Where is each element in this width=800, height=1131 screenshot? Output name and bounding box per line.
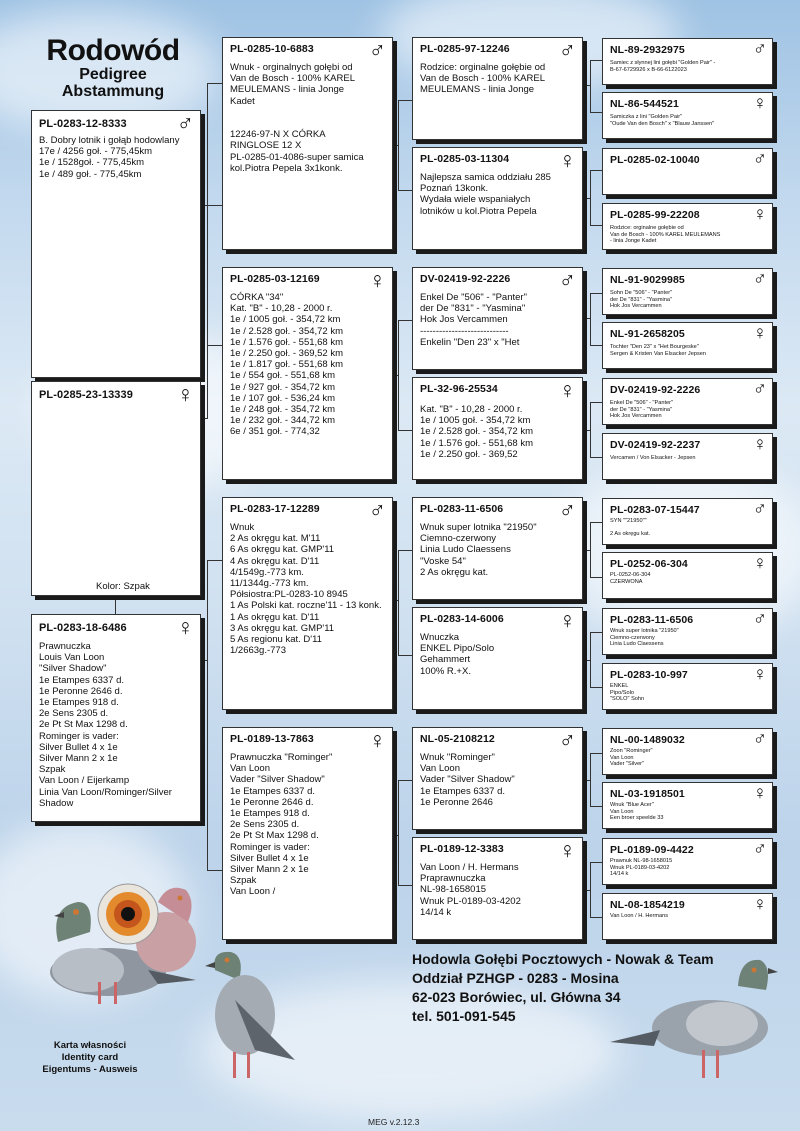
grandparent-description: Rodzice: orginalne gołębie od Van de Bosch - 100% KAREL MEULEMANS - linia Jonge	[420, 62, 546, 96]
great-grandparent-box	[602, 378, 773, 425]
great-grandparent-ring-number: DV-02419-92-2226	[610, 384, 701, 396]
connector	[590, 862, 602, 863]
female-icon: ♀	[368, 267, 386, 293]
male-icon: ♂	[752, 499, 767, 520]
parent-description: Wnuk - orginalnych gołębi od Van de Bosch - 100% KAREL MEULEMANS - linia Jonge Kadet 12246-97-N X CÓRKA RINGLOSE 12 X PL-0285-01-4086-super samica kol.Piotra Pepela 3x1konk.	[230, 62, 364, 174]
great-grandparent-ring-number: NL-08-1854219	[610, 899, 685, 911]
connector	[590, 687, 602, 688]
connector	[392, 375, 399, 376]
grandparent-box	[412, 837, 583, 940]
connector	[590, 522, 602, 523]
great-grandparent-description: ENKEL Pipo/Solo "SOLO" Sohn	[610, 683, 645, 703]
female-icon: ♀	[752, 323, 767, 344]
grandparent-ring-number: PL-0285-97-12246	[420, 43, 510, 55]
male-icon: ♂	[752, 729, 767, 750]
connector	[200, 205, 222, 206]
parent-box	[222, 727, 393, 940]
sibling-pigeon-box	[31, 381, 201, 596]
female-icon: ♀	[752, 434, 767, 455]
connector	[590, 293, 591, 345]
breeder-address: 62-023 Borówiec, ul. Główna 34	[412, 989, 621, 1005]
great-grandparent-description: Vercamen / Von Elsacker - Jepsen	[610, 455, 696, 461]
connector	[398, 430, 412, 431]
great-grandparent-box	[602, 268, 773, 315]
connector	[392, 600, 399, 601]
pigeon-right-illustration	[610, 950, 780, 1100]
connector	[398, 190, 412, 191]
connector	[207, 83, 222, 84]
connector	[207, 560, 222, 561]
grandparent-ring-number: PL-32-96-25534	[420, 383, 498, 395]
male-icon: ♂	[752, 269, 767, 290]
subject-pigeon-box	[31, 110, 201, 378]
male-icon: ♂	[368, 37, 386, 63]
grandparent-ring-number: DV-02419-92-2226	[420, 273, 511, 285]
parent-box	[222, 497, 393, 710]
great-grandparent-ring-number: PL-0283-10-997	[610, 669, 688, 681]
great-grandparent-box	[602, 893, 773, 940]
connector	[207, 870, 222, 871]
version-label: MEG v.2.12.3	[368, 1117, 420, 1127]
connector	[583, 198, 591, 199]
grandparent-description: Wnuk super lotnika "21950" Ciemno-czerwony Linia Ludo Claessens "Voske 54" 2 As okręgu kat.	[420, 522, 537, 578]
great-grandparent-box	[602, 148, 773, 195]
great-grandparent-ring-number: NL-91-2658205	[610, 328, 685, 340]
parent-ring-number: PL-0285-03-12169	[230, 273, 320, 285]
female-icon: ♀	[752, 783, 767, 804]
parent-ring-number: PL-0285-10-6883	[230, 43, 314, 55]
connector	[207, 83, 208, 418]
connector	[583, 550, 591, 551]
sibling-ring-number: PL-0285-23-13339	[39, 389, 133, 401]
great-grandparent-description: Wnuk "Blue Acer" Van Loon Een broer speelde 33	[610, 802, 664, 822]
great-grandparent-description: Prawnuk NL-98-1658015 Wnuk PL-0189-03-4202 14/14 k	[610, 858, 673, 878]
female-icon: ♀	[368, 727, 386, 753]
great-grandparent-description: PL-0252-06-304 CZERWONA	[610, 572, 651, 585]
grandparent-box	[412, 377, 583, 480]
third-description: Prawnuczka Louis Van Loon "Silver Shadow" 1e Etampes 6337 d. 1e Peronne 2646 d. 1e Etampes 918 d. 2e Sens 2305 d. 2e Pt St Max 1298 d. Rominger is vader: Silver Bullet 4 x 1e Silver Mann 2 x 1e Szpak Van Loon / Eijerkamp Linia Van Loon/Rominger/Silver Shadow	[39, 641, 172, 809]
female-icon: ♀	[752, 664, 767, 685]
great-grandparent-box	[602, 498, 773, 545]
grandparent-ring-number: PL-0189-12-3383	[420, 843, 504, 855]
great-grandparent-ring-number: PL-0283-07-15447	[610, 504, 700, 516]
parent-box	[222, 267, 393, 480]
parent-description: Prawnuczka "Rominger" Van Loon Vader "Silver Shadow" 1e Etampes 6337 d. 1e Peronne 2646 d. 1e Etampes 918 d. 2e Sens 2305 d. 2e Pt St Max 1298 d. Rominger is vader: Silver Bullet 4 x 1e Silver Mann 2 x 1e Szpak Van Loon /	[230, 752, 333, 898]
male-icon: ♂	[752, 379, 767, 400]
connector	[392, 835, 399, 836]
great-grandparent-box	[602, 433, 773, 480]
grandparent-box	[412, 607, 583, 710]
great-grandparent-ring-number: NL-03-1918501	[610, 788, 685, 800]
connector	[583, 318, 591, 319]
connector	[583, 85, 591, 86]
title-line2: Pedigree	[79, 66, 147, 83]
connector	[398, 780, 399, 885]
great-grandparent-description: Wnuk super lotnika "21950" Ciemno-czerwony Linia Ludo Claessens	[610, 628, 679, 648]
grandparent-ring-number: PL-0283-14-6006	[420, 613, 504, 625]
pigeon-eye	[98, 884, 158, 944]
color-label: Kolor: Szpak	[96, 581, 150, 592]
great-grandparent-description: SYN ""21950"" 2 As okręgu kat.	[610, 518, 651, 538]
connector	[398, 100, 412, 101]
female-icon: ♀	[558, 837, 576, 863]
identity-card-label	[10, 1040, 170, 1076]
card-line3: Eigentums - Ausweis	[42, 1064, 138, 1075]
title-main: Rodowód	[46, 34, 180, 67]
connector	[590, 632, 602, 633]
great-grandparent-ring-number: NL-89-2932975	[610, 44, 685, 56]
great-grandparent-ring-number: NL-86-544521	[610, 98, 679, 110]
male-icon: ♂	[752, 609, 767, 630]
pedigree-title	[28, 35, 198, 100]
connector	[590, 806, 602, 807]
great-grandparent-description: Tochter "Den 23" x "Het Bourgeske" Sergen & Kristen Van Elsacker Jepsen	[610, 344, 706, 357]
female-icon: ♀	[752, 553, 767, 574]
male-icon: ♂	[752, 39, 767, 60]
male-icon: ♂	[558, 267, 576, 293]
parent-ring-number: PL-0189-13-7863	[230, 733, 314, 745]
grandparent-description: Wnuk "Rominger" Van Loon Vader "Silver Shadow" 1e Etampes 6337 d. 1e Peronne 2646	[420, 752, 515, 808]
male-icon: ♂	[752, 839, 767, 860]
grandparent-ring-number: PL-0283-11-6506	[420, 503, 504, 515]
grandparent-description: Van Loon / H. Hermans Praprawnuczka NL-98-1658015 Wnuk PL-0189-03-4202 14/14 k	[420, 862, 521, 918]
connector	[398, 780, 412, 781]
female-icon: ♀	[558, 147, 576, 173]
grandparent-ring-number: NL-05-2108212	[420, 733, 495, 745]
title-line3: Abstammung	[61, 83, 165, 100]
connector	[590, 293, 602, 294]
grandparent-description: Najlepsza samica oddziału 285 Poznań 13konk. Wydała wiele wspaniałych lotników u kol.Piotra Pepela	[420, 172, 551, 217]
grandparent-description: Kat. "B" - 10,28 - 2000 r. 1e / 1005 goł. - 354,72 km 1e / 2.528 goł. - 354,72 km 1e / 1.576 goł. - 551,68 km 1e / 2.250 goł. - 369,52	[420, 404, 534, 460]
great-grandparent-box	[602, 728, 773, 775]
grandparent-box	[412, 497, 583, 600]
great-grandparent-box	[602, 552, 773, 599]
great-grandparent-description: Samiczka z lini "Golden Pair" "Oude Van den Bosch" x "Blauw Janssen"	[610, 114, 715, 127]
parent-box	[222, 37, 393, 250]
great-grandparent-ring-number: NL-91-9029985	[610, 274, 685, 286]
connector	[398, 655, 412, 656]
great-grandparent-ring-number: DV-02419-92-2237	[610, 439, 701, 451]
great-grandparent-description: Rodzice: orginalne gołębie od Van de Bosch - 100% KAREL MEULEMANS - linia Jonge Kadet	[610, 225, 721, 245]
great-grandparent-ring-number: PL-0285-99-22208	[610, 209, 700, 221]
female-icon: ♀	[752, 93, 767, 114]
great-grandparent-ring-number: PL-0285-02-10040	[610, 154, 700, 166]
great-grandparent-ring-number: PL-0252-06-304	[610, 558, 688, 570]
grandparent-box	[412, 727, 583, 830]
connector	[207, 560, 208, 870]
connector	[398, 320, 412, 321]
great-grandparent-box	[602, 38, 773, 85]
female-icon: ♀	[558, 607, 576, 633]
male-icon: ♂	[558, 37, 576, 63]
great-grandparent-description: Zoon "Rominger" Van Loon Vader "Silver"	[610, 748, 653, 768]
grandparent-description: Enkel De "506" - "Panter" der De "831" - "Yasmina" Hok Jos Vercammen ---------------------------- Enkelin "Den 23" x "Het	[420, 292, 527, 348]
connector	[590, 60, 602, 61]
great-grandparent-box	[602, 838, 773, 885]
connector	[115, 596, 116, 616]
great-grandparent-ring-number: PL-0283-11-6506	[610, 614, 694, 626]
great-grandparent-description: Enkel De "506" - "Panter" der De "831" - "Yasmina" Hok Jos Vercammen	[610, 400, 673, 420]
card-line2: Identity card	[61, 1052, 119, 1063]
connector	[590, 60, 591, 112]
third-ring-number: PL-0283-18-6486	[39, 622, 127, 634]
connector	[200, 660, 208, 661]
subject-ring-number: PL-0283-12-8333	[39, 118, 127, 130]
connector	[590, 170, 602, 171]
breeder-branch: Oddział PZHGP - 0283 - Mosina	[412, 970, 619, 986]
connector	[590, 917, 602, 918]
connector	[583, 780, 591, 781]
breeder-name: Hodowla Gołębi Pocztowych - Nowak & Team	[412, 951, 714, 967]
grandparent-ring-number: PL-0285-03-11304	[420, 153, 510, 165]
female-icon: ♀	[752, 204, 767, 225]
great-grandparent-description: Sohn De "506" - "Panter" der De "831" - "Yasmina" Hok Jos Vercammen	[610, 290, 673, 310]
male-icon: ♂	[176, 110, 194, 136]
connector	[583, 430, 591, 431]
male-icon: ♂	[752, 149, 767, 170]
connector	[590, 112, 602, 113]
great-grandparent-box	[602, 663, 773, 710]
great-grandparent-box	[602, 203, 773, 250]
connector	[398, 550, 399, 655]
grandparent-description: Wnuczka ENKEL Pipo/Solo Gehammert 100% R.+X.	[420, 632, 495, 677]
connector	[590, 345, 602, 346]
great-grandparent-description: Samiec z słynnej lini gołębi "Golden Pair" - B-67-6729926 x B-66-6122023	[610, 60, 716, 73]
male-icon: ♂	[558, 727, 576, 753]
great-grandparent-box	[602, 782, 773, 829]
great-grandparent-ring-number: NL-00-1489032	[610, 734, 685, 746]
male-icon: ♂	[558, 497, 576, 523]
great-grandparent-box	[602, 608, 773, 655]
connector	[583, 890, 591, 891]
great-grandparent-box	[602, 322, 773, 369]
parent-description: CÓRKA "34" Kat. "B" - 10,28 - 2000 r. 1e / 1005 goł. - 354,72 km 1e / 2.528 goł. - 354,72 km 1e / 1.576 goł. - 551,68 km 1e / 2.250 goł. - 369,52 km 1e / 1.817 goł. - 551,68 km 1e / 554 goł. - 551,68 km 1e / 927 goł. - 354,72 km 1e / 107 goł. - 536,24 km 1e / 248 goł. - 354,72 km 1e / 232 goł. - 344,72 km 6e / 351 goł. - 774,32	[230, 292, 344, 438]
great-grandparent-ring-number: PL-0189-09-4422	[610, 844, 694, 856]
great-grandparent-box	[602, 92, 773, 139]
connector	[590, 402, 602, 403]
connector	[392, 145, 399, 146]
connector	[590, 225, 602, 226]
female-icon: ♀	[558, 377, 576, 403]
grandparent-box	[412, 267, 583, 370]
connector	[583, 660, 591, 661]
breeder-phone: tel. 501-091-545	[412, 1008, 516, 1024]
third-pigeon-box	[31, 614, 201, 822]
connector	[590, 753, 602, 754]
connector	[398, 885, 412, 886]
great-grandparent-description: Van Loon / H. Hermans	[610, 913, 669, 919]
parent-description: Wnuk 2 As okręgu kat. M'11 6 As okręgu kat. GMP'11 4 As okręgu kat. D'11 4/1549g.-773 km. 11/1344g.-773 km. Półsiostra:PL-0283-10 8945 1 As Polski kat. roczne'11 - 13 konk. 1 As okręgu kat. D'11 3 As okręgu kat. GMP'11 5 As regionu kat. D'11 1/2663g.-773	[230, 522, 382, 657]
grandparent-box	[412, 37, 583, 140]
connector	[590, 457, 602, 458]
subject-description: B. Dobry lotnik i gołąb hodowlany 17e / 4256 goł. - 775,45km 1e / 1528goł. - 775,45km 1e / 489 goł. - 775,45km	[39, 135, 180, 180]
connector	[590, 577, 602, 578]
connector	[207, 345, 222, 346]
connector	[200, 418, 208, 419]
connector	[398, 550, 412, 551]
female-icon: ♀	[176, 614, 194, 640]
grandparent-box	[412, 147, 583, 250]
female-icon: ♀	[176, 381, 194, 407]
pigeon-center-illustration	[175, 940, 325, 1090]
female-icon: ♀	[752, 894, 767, 915]
parent-ring-number: PL-0283-17-12289	[230, 503, 320, 515]
card-line1: Karta własności	[53, 1040, 127, 1051]
male-icon: ♂	[368, 497, 386, 523]
